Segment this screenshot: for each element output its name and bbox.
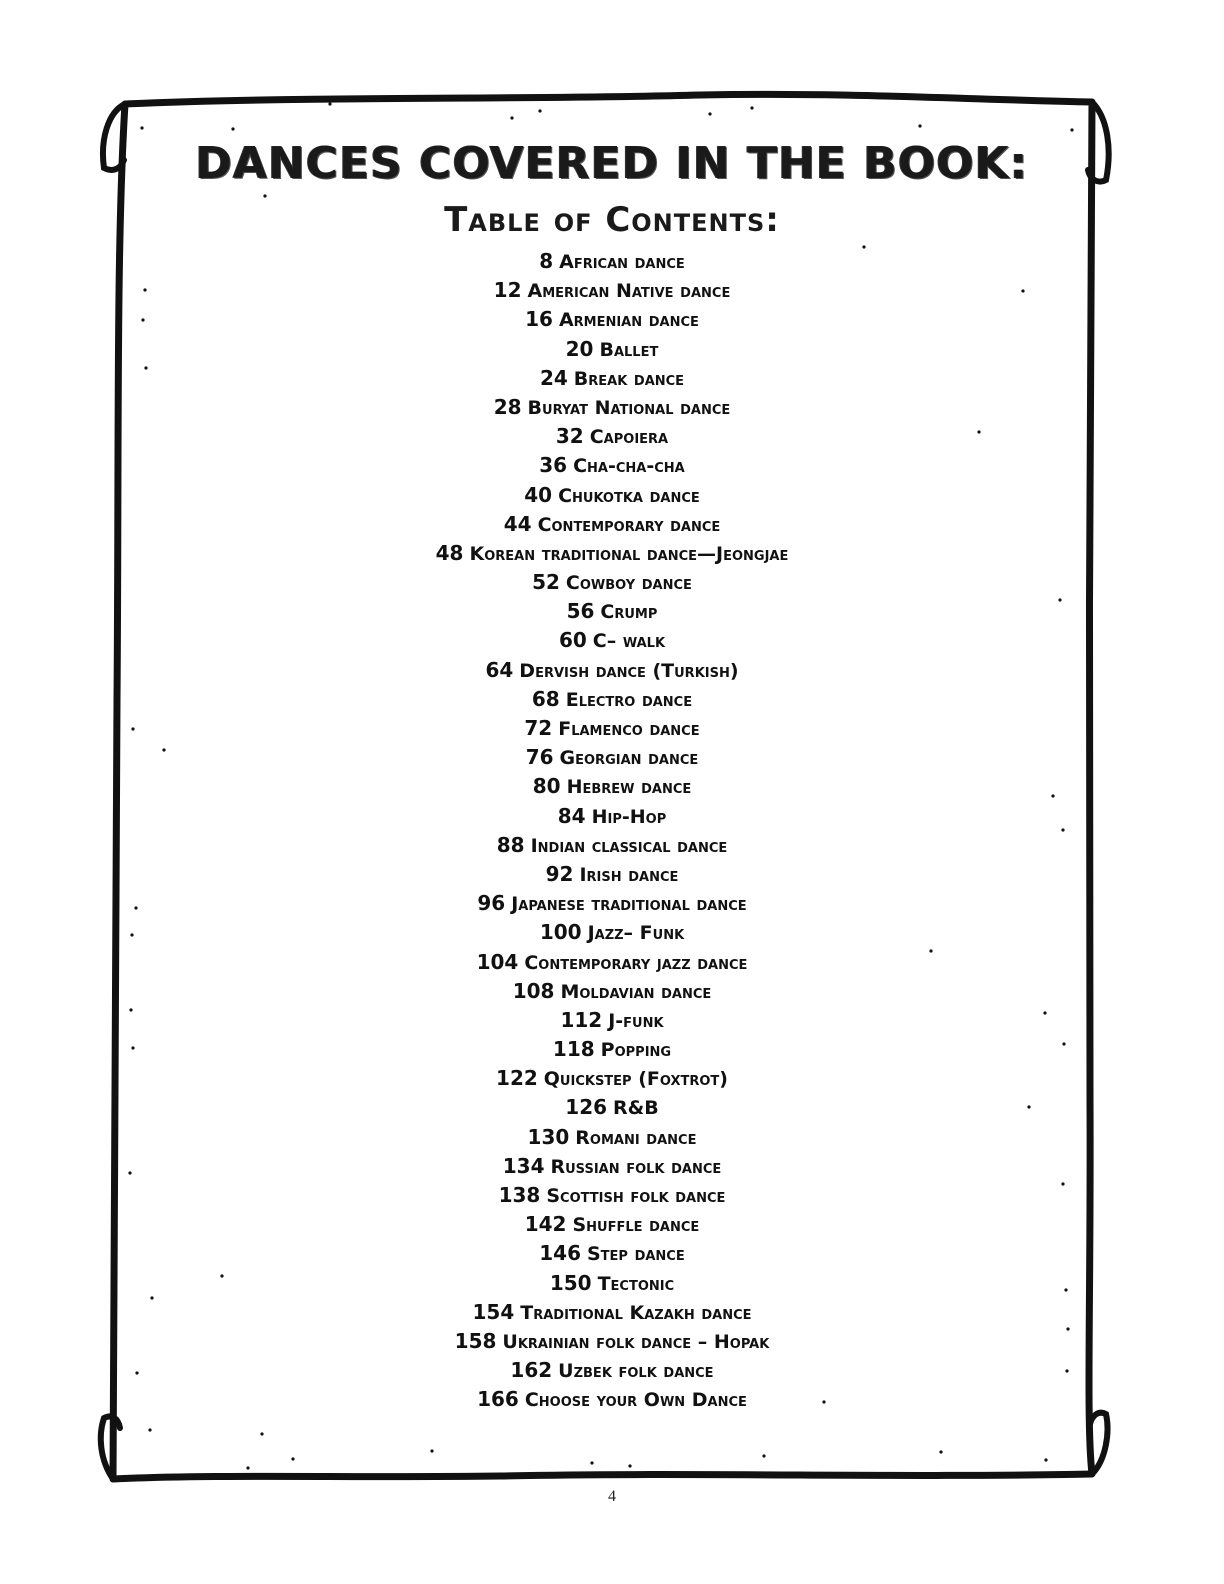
toc-page-number: 64 <box>485 657 514 682</box>
toc-item <box>0 626 1224 655</box>
toc-title: African dance <box>559 251 685 273</box>
toc-page-number: 52 <box>532 570 560 595</box>
toc-item <box>0 831 1224 860</box>
toc-title: Hip-Hop <box>591 805 667 828</box>
toc-page-number: 60 <box>558 628 587 653</box>
toc-title: Dervish dance (Turkish) <box>519 659 739 682</box>
toc-page-number: 36 <box>539 453 568 478</box>
toc-title: Shuffle dance <box>572 1214 700 1237</box>
toc-item <box>0 889 1224 918</box>
toc-item <box>0 1181 1224 1210</box>
toc-page-number: 40 <box>524 482 553 507</box>
toc-item <box>0 1093 1224 1122</box>
toc-item <box>0 948 1224 977</box>
toc-item <box>0 772 1224 801</box>
toc-page-number: 8 <box>539 249 554 273</box>
toc-title: Indian classical dance <box>530 834 728 857</box>
toc-page-number: 20 <box>565 336 594 361</box>
page-number: 4 <box>608 1488 616 1505</box>
toc-page-number: 88 <box>496 832 525 857</box>
toc-title: C– walk <box>592 630 666 653</box>
toc-page-number: 48 <box>435 540 464 565</box>
toc-page-number: 146 <box>539 1241 581 1266</box>
toc-title: Cowboy dance <box>565 572 692 595</box>
toc-page-number: 130 <box>527 1124 570 1149</box>
toc-page-number: 96 <box>477 891 506 916</box>
toc-title: Choose your Own Dance <box>524 1389 747 1412</box>
toc-page-number: 72 <box>524 716 553 740</box>
toc-page-number: 16 <box>525 307 553 332</box>
toc-item <box>0 335 1224 364</box>
toc-title: Romani dance <box>575 1126 697 1149</box>
toc-title: Hebrew dance <box>566 776 692 799</box>
toc-item <box>0 393 1224 422</box>
table-of-contents <box>0 247 1224 1415</box>
toc-item <box>0 364 1224 393</box>
toc-page-number: 126 <box>565 1095 608 1120</box>
toc-title: Georgian dance <box>559 747 699 770</box>
toc-title: R&B <box>613 1097 659 1120</box>
toc-title: American Native dance <box>527 280 731 303</box>
toc-page-number: 28 <box>493 394 522 419</box>
toc-page-number: 76 <box>525 745 554 770</box>
toc-page-number: 142 <box>524 1212 567 1237</box>
toc-title: Quickstep (Foxtrot) <box>543 1068 728 1091</box>
toc-item <box>0 305 1224 334</box>
toc-page-number: 134 <box>502 1153 545 1178</box>
toc-item <box>0 1269 1224 1298</box>
toc-page-number: 100 <box>539 920 582 945</box>
toc-page-number: 108 <box>512 978 555 1003</box>
toc-title: Traditional Kazakh dance <box>520 1301 752 1324</box>
toc-item <box>0 1152 1224 1181</box>
toc-page-number: 162 <box>510 1358 553 1383</box>
toc-page-number: 84 <box>557 803 586 828</box>
toc-title: Korean traditional dance—Jeongjae <box>469 542 789 565</box>
toc-item <box>0 1298 1224 1327</box>
toc-title: Irish dance <box>579 863 679 886</box>
toc-title: Flamenco dance <box>558 718 700 740</box>
toc-title: Japanese traditional dance <box>511 893 747 916</box>
toc-page-number: 104 <box>476 949 519 974</box>
toc-title: Ballet <box>599 338 659 361</box>
toc-item <box>0 743 1224 772</box>
toc-title: Tectonic <box>597 1272 675 1295</box>
toc-item <box>0 918 1224 947</box>
toc-page-number: 166 <box>477 1387 519 1412</box>
toc-item <box>0 1123 1224 1152</box>
toc-title: Cha-cha-cha <box>573 455 685 478</box>
toc-item <box>0 422 1224 451</box>
toc-title: Armenian dance <box>558 309 699 332</box>
toc-page-number: 24 <box>539 365 568 390</box>
toc-title: Buryat National dance <box>527 396 731 419</box>
toc-page-number: 122 <box>496 1066 538 1091</box>
toc-title: Uzbek folk dance <box>558 1360 714 1383</box>
toc-title: Moldavian dance <box>560 980 712 1003</box>
toc-title: Capoiera <box>589 426 669 449</box>
toc-item <box>0 977 1224 1006</box>
toc-title: Jazz– Funk <box>587 922 685 945</box>
toc-title: Electro dance <box>565 688 693 711</box>
toc-item <box>0 714 1224 743</box>
toc-item <box>0 1210 1224 1239</box>
toc-page-number: 56 <box>566 599 595 624</box>
toc-title: Break dance <box>573 367 685 390</box>
toc-item <box>0 451 1224 480</box>
toc-title: Scottish folk dance <box>546 1185 726 1207</box>
toc-page-number: 118 <box>552 1037 595 1062</box>
toc-page-number: 138 <box>498 1183 541 1207</box>
toc-item <box>0 1356 1224 1385</box>
toc-item <box>0 510 1224 539</box>
toc-title: Ukrainian folk dance – Hopak <box>502 1330 770 1353</box>
toc-item <box>0 1064 1224 1093</box>
toc-page-number: 158 <box>454 1328 497 1353</box>
toc-item <box>0 656 1224 685</box>
toc-title: J-funk <box>608 1009 664 1032</box>
toc-title: Russian folk dance <box>550 1155 722 1178</box>
page-heading: DANCES COVERED IN THE BOOK: <box>195 138 1029 189</box>
toc-item <box>0 1239 1224 1268</box>
toc-title: Step dance <box>587 1243 685 1266</box>
toc-page-number: 154 <box>472 1299 515 1324</box>
toc-item <box>0 1035 1224 1064</box>
toc-item <box>0 539 1224 568</box>
toc-page-number: 44 <box>503 511 532 536</box>
toc-item <box>0 1006 1224 1035</box>
toc-page-number: 32 <box>555 424 584 449</box>
toc-page-number: 112 <box>560 1007 603 1032</box>
toc-page-number: 80 <box>532 774 561 799</box>
toc-page-number: 12 <box>493 278 522 303</box>
page-subheading: Table of Contents: <box>444 200 780 240</box>
toc-item <box>0 802 1224 831</box>
toc-title: Contemporary dance <box>537 513 721 536</box>
toc-item <box>0 568 1224 597</box>
toc-page-number: 150 <box>549 1270 592 1295</box>
toc-title: Crump <box>600 601 658 624</box>
toc-item <box>0 597 1224 626</box>
toc-title: Chukotka dance <box>558 484 700 507</box>
toc-title: Popping <box>600 1039 672 1062</box>
toc-item <box>0 860 1224 889</box>
toc-item <box>0 1327 1224 1356</box>
toc-item <box>0 481 1224 510</box>
toc-item <box>0 247 1224 276</box>
toc-item <box>0 685 1224 714</box>
toc-page-number: 92 <box>545 861 574 886</box>
toc-page-number: 68 <box>531 686 560 711</box>
toc-title: Contemporary jazz dance <box>524 951 748 974</box>
toc-item <box>0 276 1224 305</box>
toc-item <box>0 1385 1224 1414</box>
